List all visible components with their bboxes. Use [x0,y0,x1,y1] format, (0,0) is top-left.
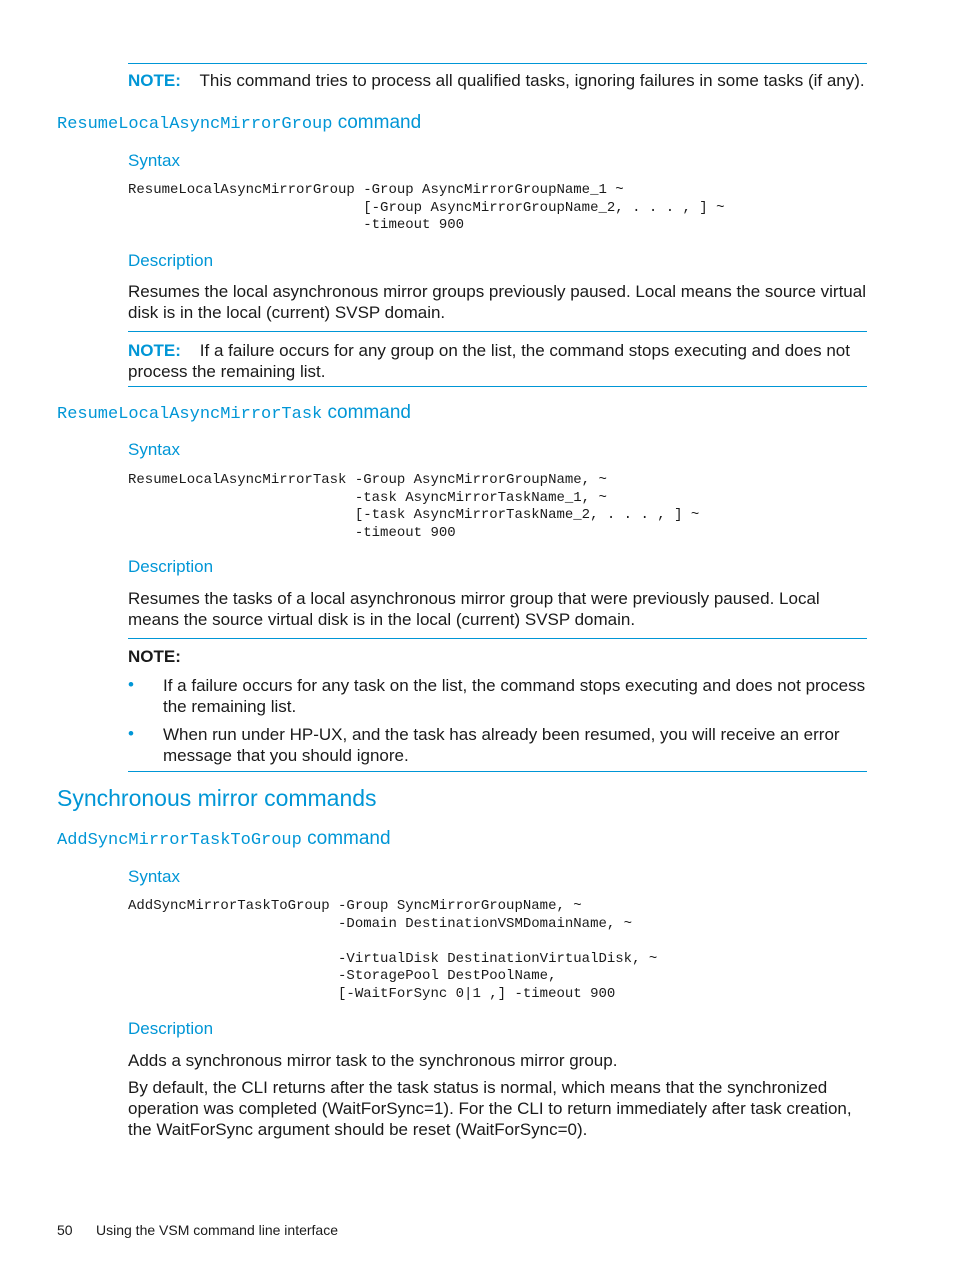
syntax-heading: Syntax [128,867,180,886]
page-number: 50 [57,1222,73,1238]
note-label: NOTE: [128,647,181,666]
description-heading: Description [128,557,214,576]
syntax-heading: Syntax [128,151,180,170]
command-name: AddSyncMirrorTaskToGroup [57,831,302,850]
note-top-rule [128,63,867,64]
note-bullet-item: If a failure occurs for any task on the list, the command stops executing and does not process the remaining list. [163,676,866,716]
syntax-code-block: AddSyncMirrorTaskToGroup -Group SyncMirrorGroupName, ~ -Domain DestinationVSMDomainName, ~ -VirtualDisk DestinationVirtualDisk, ~ -StoragePool DestPoolName, [-WaitForSync 0|1 ,] -timeout 900 [128,898,658,1002]
syntax-code-block: ResumeLocalAsyncMirrorGroup -Group AsyncMirrorGroupName_1 ~ [-Group AsyncMirrorGroupName_2, . . . , ] ~ -timeout 900 [128,182,725,233]
syntax-heading: Syntax [128,440,180,459]
command-suffix: command [337,112,422,133]
description-heading: Description [128,1019,214,1038]
syntax-code-block: ResumeLocalAsyncMirrorTask -Group AsyncMirrorGroupName, ~ -task AsyncMirrorTaskName_1, ~ [-task AsyncMirrorTaskName_2, . . . , ] ~ -timeout 900 [128,472,700,541]
description-text: By default, the CLI returns after the task status is normal, which means that the synchronized operation was completed (WaitForSync=1). For the CLI to return immediately after task creation, the WaitForSync argument should be reset (WaitForSync=0). [128,1078,852,1139]
section-title: Synchronous mirror commands [57,785,377,811]
command-suffix: command [327,402,411,423]
bullet-marker: • [128,675,134,694]
note-rule-top [128,638,867,639]
note-label: NOTE: [128,341,181,360]
description-heading: Description [128,251,214,270]
command-name: ResumeLocalAsyncMirrorGroup [57,115,333,134]
note-rule-bottom [128,386,867,387]
command-heading-resume-group [57,112,421,134]
command-suffix: command [307,828,391,849]
command-heading-add-sync-task [57,828,391,850]
command-name: ResumeLocalAsyncMirrorTask [57,405,323,424]
note-label: NOTE: [128,71,181,90]
note-text: This command tries to process all qualified tasks, ignoring failures in some tasks (if any). [199,71,865,90]
note-text: If a failure occurs for any group on the list, the command stops executing and does not process the remaining list. [128,341,850,381]
note-rule-top [128,331,867,332]
description-text: Resumes the tasks of a local asynchronous mirror group that were previously paused. Local means the source virtual disk is in the local (current) SVSP domain. [128,589,820,629]
note-bullet-item: When run under HP-UX, and the task has already been resumed, you will receive an error message that you should ignore. [163,725,840,765]
note-top [128,70,867,91]
description-text: Adds a synchronous mirror task to the synchronous mirror group. [128,1051,618,1070]
description-text: Resumes the local asynchronous mirror groups previously paused. Local means the source virtual disk is in the local (current) SVSP domain. [128,282,866,322]
note-rule-bottom [128,771,867,772]
note-resume-group [128,340,867,382]
bullet-marker: • [128,724,134,743]
command-heading-resume-task [57,402,411,424]
footer-chapter-title: Using the VSM command line interface [96,1222,338,1238]
